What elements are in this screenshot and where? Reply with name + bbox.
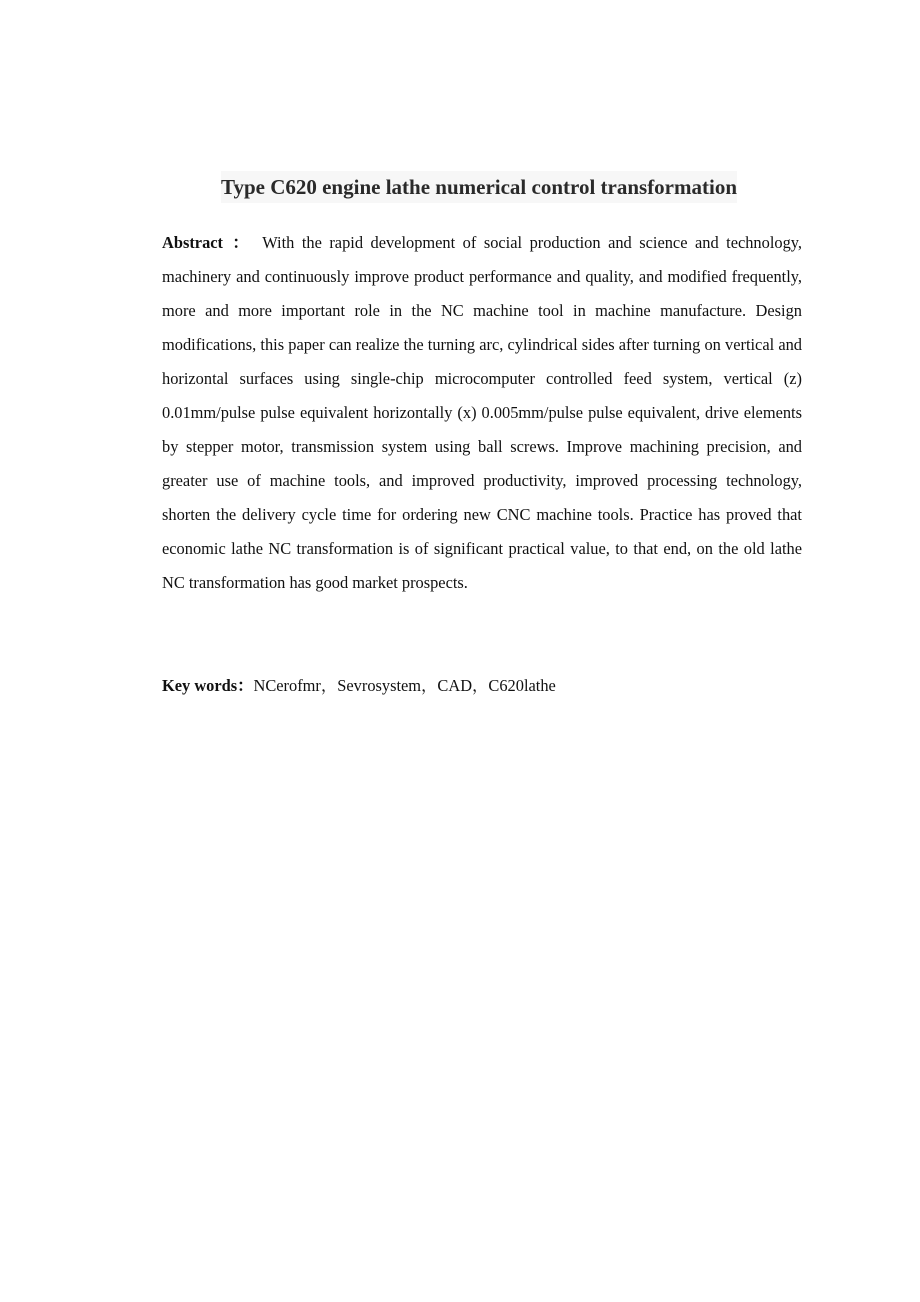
keywords-value: NCerofmr，Sevrosystem，CAD，C620lathe	[253, 676, 556, 695]
page-title: Type C620 engine lathe numerical control transformation	[221, 171, 737, 203]
abstract-colon: ：	[229, 233, 253, 252]
abstract-label: Abstract	[162, 233, 223, 252]
keywords-label: Key words：	[162, 676, 254, 695]
keywords-line	[162, 669, 802, 703]
abstract-paragraph	[162, 226, 802, 600]
abstract-text: With the rapid development of social production and science and technology, machinery and continuously improve product performance and quality, and modified frequently, more and more important role in the NC machine tool in machine manufacture. Design modifications, this paper can realize the turning arc, cylindrical sides after turning on vertical and horizontal surfaces using single-chip microcomputer controlled feed system, vertical (z) 0.01mm/pulse pulse equivalent horizontally (x) 0.005mm/pulse pulse equivalent, drive elements by stepper motor, transmission system using ball screws. Improve machining precision, and greater use of machine tools, and improved productivity, improved processing technology, shorten the delivery cycle time for ordering new CNC machine tools. Practice has proved that economic lathe NC transformation is of significant practical value, to that end, on the old lathe NC transformation has good market prospects.	[162, 233, 802, 592]
